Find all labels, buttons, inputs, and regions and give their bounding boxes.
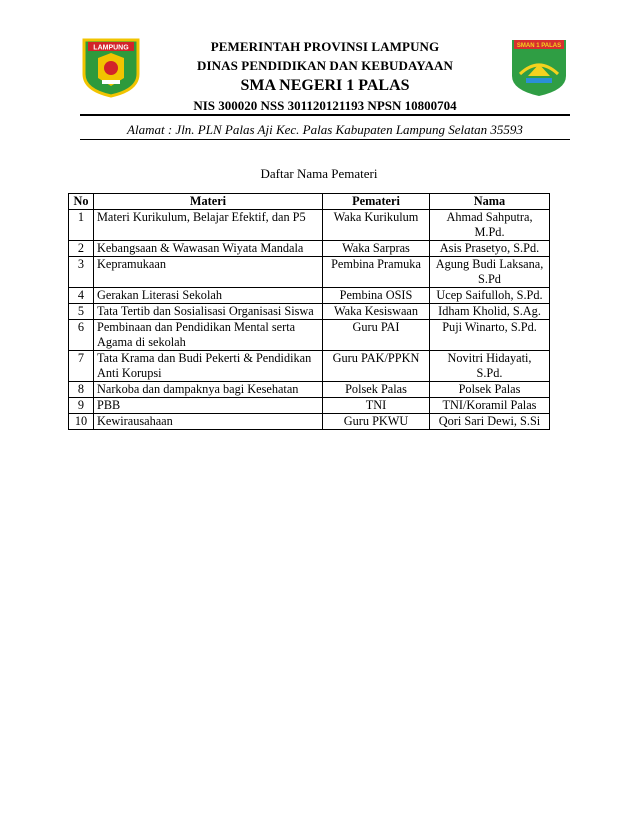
table-row	[69, 414, 550, 430]
cell-nama: Puji Winarto, S.Pd.	[430, 320, 550, 351]
cell-pemateri: TNI	[323, 398, 430, 414]
cell-no: 6	[69, 320, 94, 351]
cell-pemateri: Guru PAK/PPKN	[323, 351, 430, 382]
school-name: SMA NEGERI 1 PALAS	[240, 77, 410, 94]
cell-pemateri: Guru PAI	[323, 320, 430, 351]
letterhead-rule-thick	[80, 114, 570, 116]
cell-nama: Ahmad Sahputra, M.Pd.	[430, 210, 550, 241]
cell-materi: PBB	[94, 398, 323, 414]
table-row	[69, 320, 550, 351]
col-header-materi: Materi	[94, 194, 323, 210]
cell-nama: Agung Budi Laksana, S.Pd	[430, 257, 550, 288]
cell-pemateri: Pembina Pramuka	[323, 257, 430, 288]
logo-right-text: SMAN 1 PALAS	[516, 43, 562, 49]
department-name: DINAS PENDIDIKAN DAN KEBUDAYAAN	[196, 58, 454, 73]
school-address: Alamat : Jln. PLN Palas Aji Kec. Palas Kabupaten Lampung Selatan 35593	[127, 122, 523, 137]
cell-pemateri: Guru PKWU	[323, 414, 430, 430]
table-row	[69, 210, 550, 241]
cell-nama: Polsek Palas	[430, 382, 550, 398]
document-title: Daftar Nama Pemateri	[260, 166, 378, 181]
col-header-pemateri: Pemateri	[323, 194, 430, 210]
cell-nama: Idham Kholid, S.Ag.	[430, 304, 550, 320]
letterhead	[150, 37, 500, 115]
table-row	[69, 241, 550, 257]
cell-materi: Kepramukaan	[94, 257, 323, 288]
table-row	[69, 288, 550, 304]
table-row	[69, 398, 550, 414]
col-header-nama: Nama	[430, 194, 550, 210]
cell-no: 7	[69, 351, 94, 382]
cell-nama: TNI/Koramil Palas	[430, 398, 550, 414]
cell-pemateri: Pembina OSIS	[323, 288, 430, 304]
cell-no: 5	[69, 304, 94, 320]
letterhead-rule-thin	[80, 139, 570, 140]
col-header-no: No	[69, 194, 94, 210]
logo-left-text: LAMPUNG	[93, 44, 129, 52]
cell-materi: Tata Krama dan Budi Pekerti & Pendidikan Anti Korupsi	[94, 351, 323, 382]
cell-nama: Asis Prasetyo, S.Pd.	[430, 241, 550, 257]
cell-no: 9	[69, 398, 94, 414]
cell-materi: Tata Tertib dan Sosialisasi Organisasi Siswa	[94, 304, 323, 320]
cell-no: 1	[69, 210, 94, 241]
cell-materi: Materi Kurikulum, Belajar Efektif, dan P5	[94, 210, 323, 241]
cell-pemateri: Polsek Palas	[323, 382, 430, 398]
cell-nama: Qori Sari Dewi, S.Si	[430, 414, 550, 430]
cell-materi: Kebangsaan & Wawasan Wiyata Mandala	[94, 241, 323, 257]
cell-no: 10	[69, 414, 94, 430]
cell-materi: Gerakan Literasi Sekolah	[94, 288, 323, 304]
cell-no: 8	[69, 382, 94, 398]
lampung-province-logo	[80, 36, 142, 98]
cell-no: 3	[69, 257, 94, 288]
table-row	[69, 304, 550, 320]
table-header-row	[69, 194, 550, 210]
cell-materi: Pembinaan dan Pendidikan Mental serta Agama di sekolah	[94, 320, 323, 351]
cell-pemateri: Waka Sarpras	[323, 241, 430, 257]
table-row	[69, 257, 550, 288]
table-row	[69, 351, 550, 382]
cell-materi: Narkoba dan dampaknya bagi Kesehatan	[94, 382, 323, 398]
cell-no: 2	[69, 241, 94, 257]
cell-nama: Novitri Hidayati, S.Pd.	[430, 351, 550, 382]
cell-pemateri: Waka Kesiswaan	[323, 304, 430, 320]
cell-materi: Kewirausahaan	[94, 414, 323, 430]
school-identifiers: NIS 300020 NSS 301120121193 NPSN 10800704	[193, 98, 457, 113]
government-name: PEMERINTAH PROVINSI LAMPUNG	[210, 39, 440, 54]
speaker-table	[68, 193, 550, 430]
school-logo	[508, 36, 570, 98]
cell-pemateri: Waka Kurikulum	[323, 210, 430, 241]
cell-nama: Ucep Saifulloh, S.Pd.	[430, 288, 550, 304]
table-row	[69, 382, 550, 398]
cell-no: 4	[69, 288, 94, 304]
